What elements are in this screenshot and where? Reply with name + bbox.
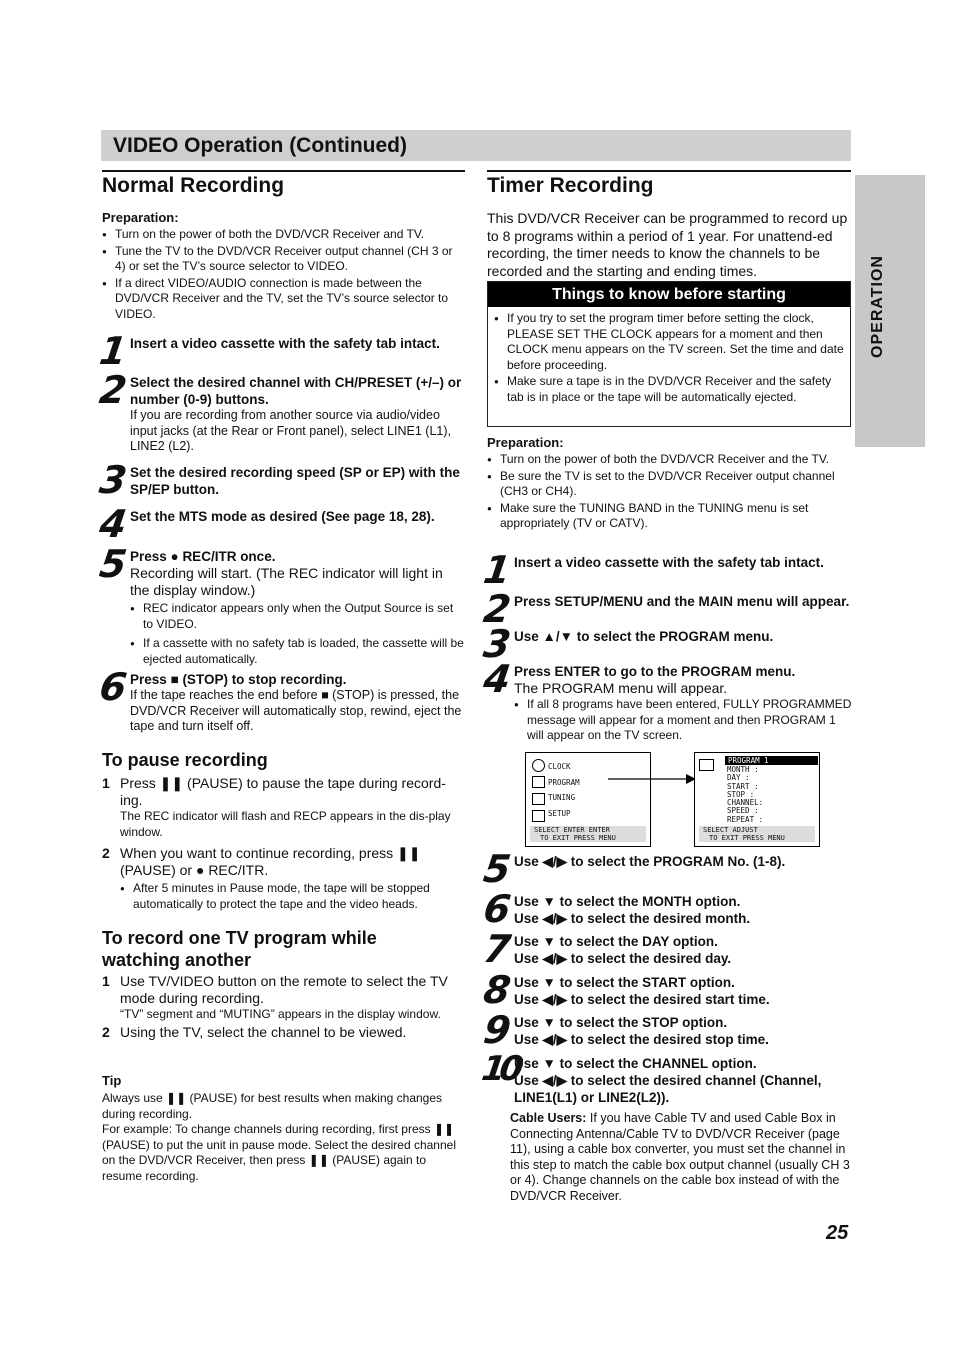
- osd-item: CHANNEL:: [727, 798, 764, 808]
- step-number: 1: [102, 775, 110, 791]
- another-steps: [102, 973, 464, 1041]
- step-number: 6: [96, 665, 130, 709]
- step-bullet: ● REC indicator appears only when the Output Source is set to VIDEO.: [130, 601, 466, 632]
- another-title: To record one TV program while watching another: [102, 928, 377, 970]
- setup-icon: [532, 810, 545, 822]
- timer-step-1: 1 Insert a video cassette with the safety tab intact.: [514, 554, 852, 571]
- timer-step-3: 3 Use ▲/▼ to select the PROGRAM menu.: [514, 628, 852, 645]
- prep-item: ● If a direct VIDEO/AUDIO connection is made between the DVD/VCR Receiver and the TV, set the TV’s source selector to VIDEO.: [102, 276, 466, 323]
- normal-step-5: [96, 542, 466, 668]
- osd-item: DAY :: [727, 773, 750, 783]
- step-detail: The PROGRAM menu will appear.: [514, 680, 728, 696]
- step-number: 1: [96, 329, 130, 373]
- clock-icon: [532, 759, 545, 772]
- osd-bar-line: TO EXIT PRESS MENU: [709, 834, 785, 842]
- osd-item: CLOCK: [548, 762, 571, 771]
- normal-step-2: [96, 368, 466, 455]
- step-heading: Use ▼ to select the CHANNEL option.: [514, 1056, 757, 1071]
- osd-header: PROGRAM 1: [725, 756, 818, 765]
- timer-step-4: 4 Press ENTER to go to the PROGRAM menu. The PROGRAM menu will appear. ● If all 8 programs have been entered, FULLY PROGRAMMED message will appear for a moment and then PROGRAM 1 will appear on the TV screen.: [514, 663, 852, 745]
- step-heading: Use ◀/▶ to select the desired stop time.: [514, 1032, 769, 1047]
- step-number: 4: [96, 502, 130, 546]
- another-step-1: Use TV/VIDEO button on the remote to select the TV mode during recording.: [120, 973, 448, 1006]
- osd-bar: [699, 826, 815, 842]
- osd-item: PROGRAM: [548, 777, 580, 787]
- step-heading: Set the MTS mode as desired (See page 18, 28).: [130, 509, 435, 524]
- tip-text-2: For example: To change channels during recording, first press ❚❚ (PAUSE) to put the unit in pause mode. Select the desired channel on the DVD/VCR Receiver, then press ❚❚ (PAUSE) again to resume recording.: [102, 1122, 456, 1183]
- osd-bar-line: TO EXIT PRESS MENU: [540, 834, 616, 842]
- prep-item: ● Turn on the power of both the DVD/VCR Receiver and TV.: [102, 227, 466, 243]
- step-heading: Set the desired recording speed (SP or EP) with the SP/EP button.: [130, 465, 460, 497]
- osd-icons: [532, 759, 545, 822]
- things-item: ● If you try to set the program timer before setting the clock, PLEASE SET THE CLOCK appears for a moment and then CLOCK menu appears on the TV screen. Set the time and date before proceeding.: [494, 311, 846, 373]
- step-detail: Recording will start. (The REC indicator will light in the display window.): [130, 565, 443, 598]
- pause-step-2: When you want to continue recording, press ❚❚ (PAUSE) or ● REC/ITR.: [120, 845, 421, 878]
- prep-item: ● Make sure the TUNING BAND in the TUNING menu is set appropriately (TV or CATV).: [487, 501, 849, 532]
- step-number: 3: [96, 458, 130, 502]
- osd-item: MONTH :: [727, 765, 759, 774]
- things-item: ● Make sure a tape is in the DVD/VCR Receiver and the safety tab is in place or the tape will be automatically ejected.: [494, 374, 846, 405]
- step-heading: Use ▼ to select the MONTH option.: [514, 894, 741, 909]
- normal-preparation: [102, 210, 466, 323]
- cable-users-note: [510, 1111, 852, 1204]
- timer-step-2: 2 Press SETUP/MENU and the MAIN menu will appear.: [514, 593, 852, 610]
- step-heading: Use ◀/▶ to select the desired channel (Channel, LINE1(L1) or LINE2(L2)).: [514, 1073, 822, 1105]
- osd-bar: [530, 826, 646, 842]
- step-heading: Select the desired channel with CH/PRESET (+/–) or number (0-9) buttons.: [130, 375, 462, 407]
- step-detail: If you are recording from another source via audio/video input jacks (at the Rear or Front panel), select LINE1 (L1), LINE2 (L2).: [130, 408, 451, 453]
- osd-bar-line: SELECT ADJUST: [703, 826, 758, 834]
- osd-item: START :: [727, 781, 759, 791]
- another-step-2: Using the TV, select the channel to be viewed.: [120, 1023, 407, 1040]
- osd-bar-line: SELECT ENTER ENTER: [534, 826, 610, 834]
- page-number: 25: [826, 1222, 849, 1244]
- normal-recording-title: Normal Recording: [102, 170, 465, 198]
- normal-step-1: [96, 329, 466, 373]
- timer-preparation: [487, 435, 849, 533]
- osd-item: STOP :: [727, 789, 755, 799]
- step-heading: Use ◀/▶ to select the PROGRAM No. (1-8).: [514, 854, 786, 869]
- normal-step-4: [96, 502, 466, 546]
- pause-step-1-detail: The REC indicator will flash and RECP appears in the dis-play window.: [120, 809, 451, 839]
- another-step-1-detail: “TV” segment and “MUTING” appears in the display window.: [120, 1007, 441, 1021]
- osd-item: SETUP: [548, 808, 571, 818]
- step-bullet: ● If all 8 programs have been entered, FULLY PROGRAMMED message will appear for a moment and then PROGRAM 1 will appear on the TV screen.: [514, 697, 852, 744]
- cable-users-label: Cable Users:: [510, 1111, 587, 1125]
- osd-program-menu: [694, 752, 820, 847]
- pause-bullet: ● After 5 minutes in Pause mode, the tape will be stopped automatically to protect the tape and the video heads.: [120, 881, 462, 912]
- timer-step-6: 6 Use ▼ to select the MONTH option. Use ◀/▶ to select the desired month.: [514, 893, 852, 927]
- step-heading: Use ▼ to select the STOP option.: [514, 1015, 728, 1030]
- prep-item: ● Be sure the TV is set to the DVD/VCR Receiver output channel (CH3 or CH4).: [487, 469, 849, 500]
- step-heading: Press ● REC/ITR once.: [130, 549, 276, 564]
- step-heading: Use ▲/▼ to select the PROGRAM menu.: [514, 629, 774, 644]
- cable-users-text: If you have Cable TV and used Cable Box in Connecting Antenna/Cable TV to DVD/VCR Receiver (page 11), using a cable box converter, you must set the channel in this step to match the cable box output channel (usually CH 3 or 4). Change channels on the cable box instead of with the DVD/VCR Receiver.: [510, 1111, 850, 1203]
- timer-recording-title: Timer Recording: [487, 170, 851, 198]
- timer-step-7: 7 Use ▼ to select the DAY option. Use ◀/▶ to select the desired day.: [514, 933, 852, 967]
- prep-label: Preparation:: [487, 435, 564, 450]
- osd-item: TUNING: [548, 793, 576, 802]
- page-header: VIDEO Operation (Continued): [113, 134, 407, 157]
- step-number: 2: [102, 1023, 110, 1040]
- pause-step-1: Press ❚❚ (PAUSE) to pause the tape during record-ing.: [120, 775, 446, 808]
- step-heading: Use ◀/▶ to select the desired start time.: [514, 992, 770, 1007]
- things-to-know-title: Things to know before starting: [488, 282, 850, 307]
- osd-item: SPEED :: [727, 806, 759, 816]
- prep-label: Preparation:: [102, 210, 179, 225]
- step-number: 5: [96, 542, 130, 586]
- step-heading: Press ■ (STOP) to stop recording.: [130, 672, 347, 687]
- prep-item: ● Turn on the power of both the DVD/VCR Receiver and the TV.: [487, 452, 849, 468]
- pause-steps: [102, 775, 462, 913]
- tuning-icon: [532, 793, 545, 805]
- prep-item: ● Tune the TV to the DVD/VCR Receiver output channel (CH 3 or 4) or set the TV’s source selector to VIDEO.: [102, 244, 466, 275]
- step-heading: Use ▼ to select the START option.: [514, 975, 735, 990]
- step-heading: Press ENTER to go to the PROGRAM menu.: [514, 664, 796, 679]
- step-heading: Use ▼ to select the DAY option.: [514, 934, 718, 949]
- osd-main-menu: [525, 752, 651, 847]
- program-icon: [532, 776, 545, 788]
- step-heading: Insert a video cassette with the safety tab intact.: [130, 336, 440, 351]
- timer-step-10: 10 Use ▼ to select the CHANNEL option. Use ◀/▶ to select the desired channel (Channel, LINE1(L1) or LINE2(L2)).: [514, 1055, 852, 1106]
- timer-intro: This DVD/VCR Receiver can be programmed to record up to 8 programs within a period of 1 year. For unattend-ed recording, the timer needs to know the channels to be recorded and the starting and ending times.: [487, 210, 848, 279]
- step-bullet: ● If a cassette with no safety tab is loaded, the cassette will be ejected automatically.: [130, 636, 466, 667]
- step-number: 2: [96, 368, 130, 412]
- step-heading: Press SETUP/MENU and the MAIN menu will appear.: [514, 594, 850, 609]
- step-heading: Use ◀/▶ to select the desired month.: [514, 911, 751, 926]
- osd-item: REPEAT :: [727, 814, 764, 824]
- timer-step-9: 9 Use ▼ to select the STOP option. Use ◀/▶ to select the desired stop time.: [514, 1014, 852, 1048]
- step-heading: Use ◀/▶ to select the desired day.: [514, 951, 732, 966]
- page-header-banner: [101, 130, 851, 161]
- side-tab-label: OPERATION: [869, 255, 886, 358]
- step-detail: If the tape reaches the end before ■ (STOP) is pressed, the DVD/VCR Receiver will automatically stop, rewind, eject the tape and turn itself off.: [130, 688, 462, 733]
- tip-label: Tip: [102, 1073, 122, 1088]
- program-icon: [699, 759, 714, 771]
- normal-step-6: [96, 665, 466, 735]
- things-to-know-box: [487, 281, 851, 427]
- arrow-icon: [608, 772, 696, 786]
- step-heading: Insert a video cassette with the safety tab intact.: [514, 555, 824, 570]
- step-number: 1: [102, 973, 110, 989]
- pause-title: To pause recording: [102, 750, 268, 770]
- tip-block: [102, 1073, 464, 1184]
- timer-step-5: 5 Use ◀/▶ to select the PROGRAM No. (1-8).: [514, 853, 852, 870]
- normal-step-3: [96, 458, 466, 502]
- timer-step-8: 8 Use ▼ to select the START option. Use ◀/▶ to select the desired start time.: [514, 974, 852, 1008]
- step-number: 2: [102, 845, 110, 861]
- side-tab: [855, 175, 925, 447]
- tip-text: Always use ❚❚ (PAUSE) for best results when making changes during recording.: [102, 1091, 443, 1121]
